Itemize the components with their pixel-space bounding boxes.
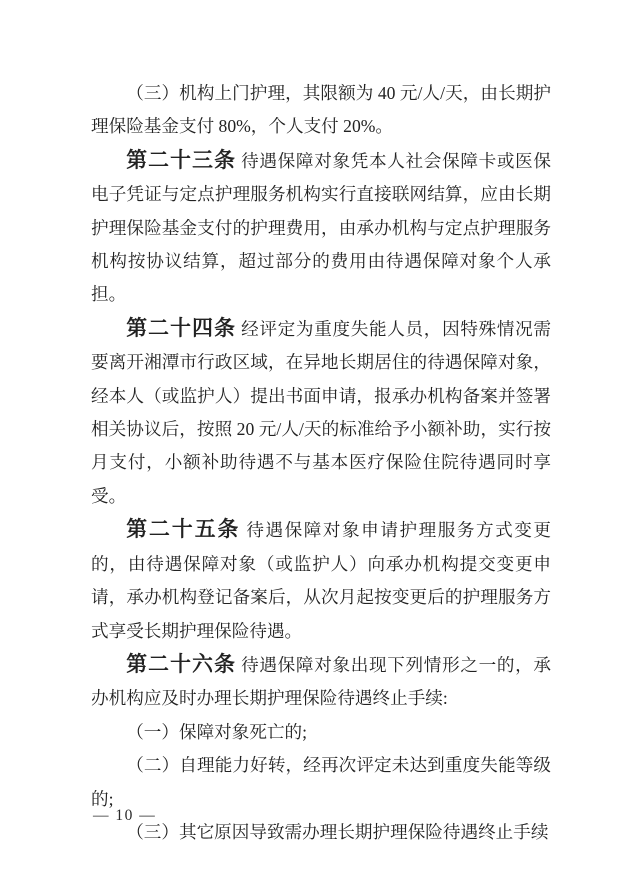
- paragraph: 第二十四条 经评定为重度失能人员，因特殊情况需要离开湘潭市行政区域，在异地长期居住的待遇保障对象，经本人（或监护人）提出书面申请，报承办机构备案并签署相关协议后，按照 20 元/人/天的标准给予小额补助，实行按月支付，小额补助待遇不与基本医疗保险住院待遇同时享受。: [91, 316, 551, 506]
- paragraph: 第二十三条 待遇保障对象凭本人社会保障卡或医保电子凭证与定点护理服务机构实行直接联网结算，应由长期护理保险基金支付的护理费用，由承办机构与定点护理服务机构按协议结算，超过部分的费用由待遇保障对象个人承担。: [91, 148, 551, 305]
- document-body: [91, 77, 551, 849]
- article-number: 第二十六条: [126, 652, 237, 676]
- paragraph: 第二十五条 待遇保障对象申请护理服务方式变更的，由待遇保障对象（或监护人）向承办机构提交变更申请，承办机构登记备案后，从次月起按变更后的护理服务方式享受长期护理保险待遇。: [91, 518, 552, 641]
- paragraph: （二）自理能力好转，经再次评定未达到重度失能等级的;: [91, 755, 551, 809]
- paragraph: 第二十六条 待遇保障对象出现下列情形之一的，承办机构应及时办理长期护理保险待遇终止手续:: [91, 652, 551, 709]
- paragraph: （三）其它原因导致需办理长期护理保险待遇终止手续: [126, 821, 549, 842]
- article-number: 第二十五条: [126, 518, 241, 542]
- paragraph: （三）机构上门护理，其限额为 40 元/人/天，由长期护理保险基金支付 80%，个人支付 20%。: [91, 83, 551, 137]
- article-number: 第二十四条: [126, 316, 237, 340]
- article-number: 第二十三条: [126, 148, 237, 172]
- paragraph: （一）保障对象死亡的;: [126, 721, 308, 742]
- page-number: — 10 —: [93, 807, 157, 824]
